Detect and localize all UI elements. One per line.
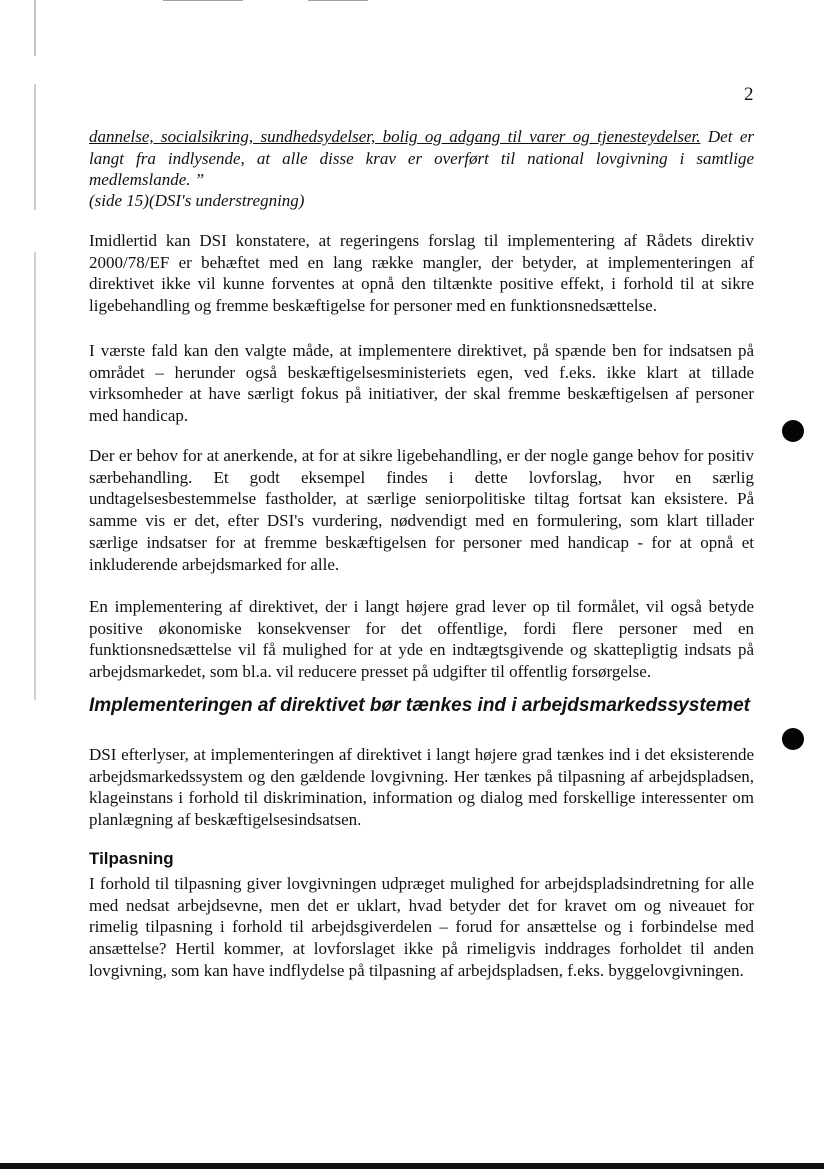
- quote-citation: (side 15)(DSI's understregning): [89, 191, 305, 210]
- quote-text: Det er langt fra indlysende, at alle disse krav er overført til national lovgivning i samtlige medlemslande. ”: [89, 127, 754, 190]
- paragraph-3: Der er behov for at anerkende, at for at sikre ligebehandling, er der nogle gange behov for positiv særbehandling. Et godt eksempel findes i dette lovforslag, hvor en særlig undtagelsesbestemmelse fastholder, at særlige seniorpolitiske tiltag fortsat kan eksistere. På samme vis er det, efter DSI's vurdering, nødvendigt med en formulering, som klart tillader særlige indsatser for at fremme beskæftigelsen for personer med handicap - for at opnå et inkluderende arbejdsmarked for alle.: [89, 446, 754, 574]
- quote-underlined-text: dannelse, socialsikring, sundhedsydelser, bolig og adgang til varer og tjenesteydelser.: [89, 127, 701, 146]
- punch-hole-lower: [782, 728, 804, 750]
- scan-bottom-bar: [0, 1163, 824, 1169]
- scan-top-line-right: [308, 0, 368, 1]
- scan-top-line-left: [163, 0, 243, 1]
- section-body-tilpasning: I forhold til tilpasning giver lovgivningen udpræget mulighed for arbejdspladsindretning for alle med nedsat arbejdsevne, men det er uklart, hvad betyder det for kravet om og niveauet for rimelig tilpasning i forhold til arbejdsgiverdelen – forud for ansættelse og i forbindelse med ansættelse? Hertil kommer, at lovforslaget ikke på rimeligvis inddrages forholdet til anden lovgivning, som kan have indflydelse på tilpasning af arbejdspladsen, f.eks. byggelovgivningen.: [89, 874, 754, 980]
- scan-left-edge-line: [34, 0, 36, 700]
- section-heading-implementation: Implementeringen af direktivet bør tænkes ind i arbejdsmarkedssystemet: [89, 695, 751, 716]
- section-body-implementation: DSI efterlyser, at implementeringen af direktivet i langt højere grad tænkes ind i det eksisterende arbejdsmarkedssystem og den gældende lovgivning. Her tænkes på tilpasning af arbejdspladsen, klageinstans i forhold til diskrimination, information og dialog med forskellige interessenter om planlægning af beskæftigelsesindsatsen.: [89, 745, 754, 830]
- page-number: 2: [744, 84, 754, 105]
- punch-hole-upper: [782, 420, 804, 442]
- section-heading-tilpasning: Tilpasning: [89, 849, 174, 868]
- paragraph-4: En implementering af direktivet, der i langt højere grad lever op til formålet, vil også betyde positive økonomiske konsekvenser for det offentlige, fordi flere personer med en funktionsnedsættelse vil få mulighed for at yde en indtægtsgivende og skattepligtig indsats på arbejdsmarkedet, som bl.a. vil reducere presset på udgifter til offentlig forsørgelse.: [89, 597, 754, 682]
- paragraph-2: I værste fald kan den valgte måde, at implementere direktivet, på spænde ben for indsatsen på området – herunder også beskæftigelsesministeriets egen, ved f.eks. ikke klart at tillade virksomheder at have særligt fokus på initiativer, der skal fremme beskæftigelsen af personer med handicap.: [89, 341, 754, 426]
- paragraph-1: Imidlertid kan DSI konstatere, at regeringens forslag til implementering af Rådets direktiv 2000/78/EF er behæftet med en lang række mangler, der betyder, at implementeringen af direktivet ikke vil kunne forventes at opnå den tiltænkte positive effekt, i forhold til at sikre ligebehandling og fremme beskæftigelse for personer med en funktionsnedsættelse.: [89, 231, 754, 316]
- quote-block: [89, 126, 754, 191]
